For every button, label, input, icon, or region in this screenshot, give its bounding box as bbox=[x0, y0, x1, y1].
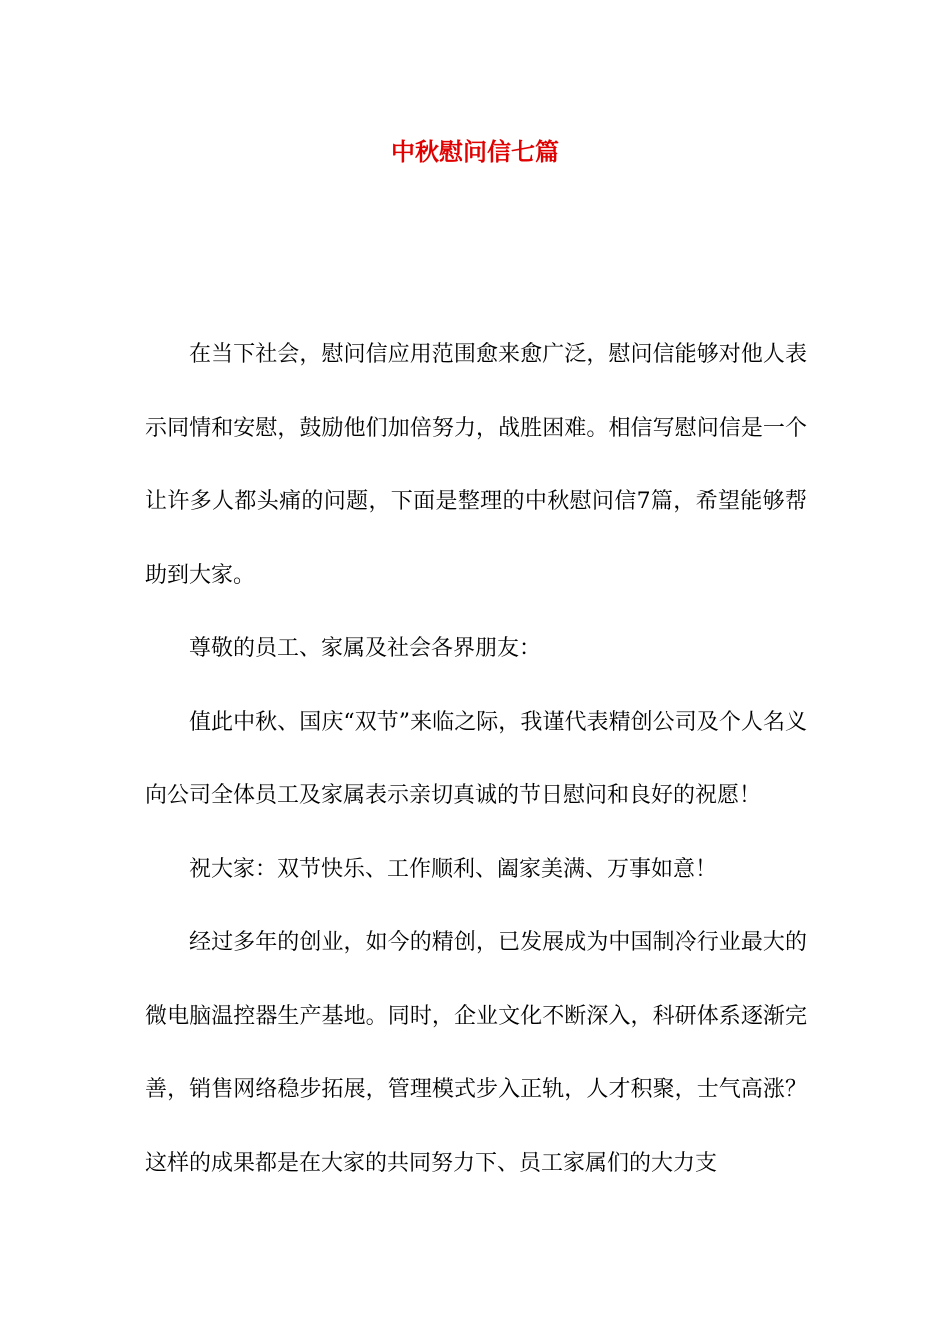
paragraph-greeting: 值此中秋、国庆“双节”来临之际，我谨代表精创公司及个人名义向公司全体员工及家属表示亲切真诚的节日慰问和良好的祝愿！ bbox=[145, 709, 807, 808]
document-title: 中秋慰问信七篇 bbox=[391, 137, 559, 166]
paragraph-wishes: 祝大家：双节快乐、工作顺利、阖家美满、万事如意！ bbox=[189, 856, 718, 882]
document-body bbox=[145, 318, 807, 1200]
paragraph-company-progress: 经过多年的创业，如今的精创，已发展成为中国制冷行业最大的微电脑温控器生产基地。同时，企业文化不断深入，科研体系逐渐完善，销售网络稳步拓展，管理模式步入正轨，人才积聚，士气高涨？这样的成果都是在大家的共同努力下、员工家属们的大力支 bbox=[145, 930, 807, 1176]
paragraph-intro: 在当下社会，慰问信应用范围愈来愈广泛，慰问信能够对他人表示同情和安慰，鼓励他们加倍努力，战胜困难。相信写慰问信是一个让许多人都头痛的问题，下面是整理的中秋慰问信7篇，希望能够帮助到大家。 bbox=[145, 342, 807, 588]
paragraph-salutation: 尊敬的员工、家属及社会各界朋友： bbox=[189, 636, 542, 661]
